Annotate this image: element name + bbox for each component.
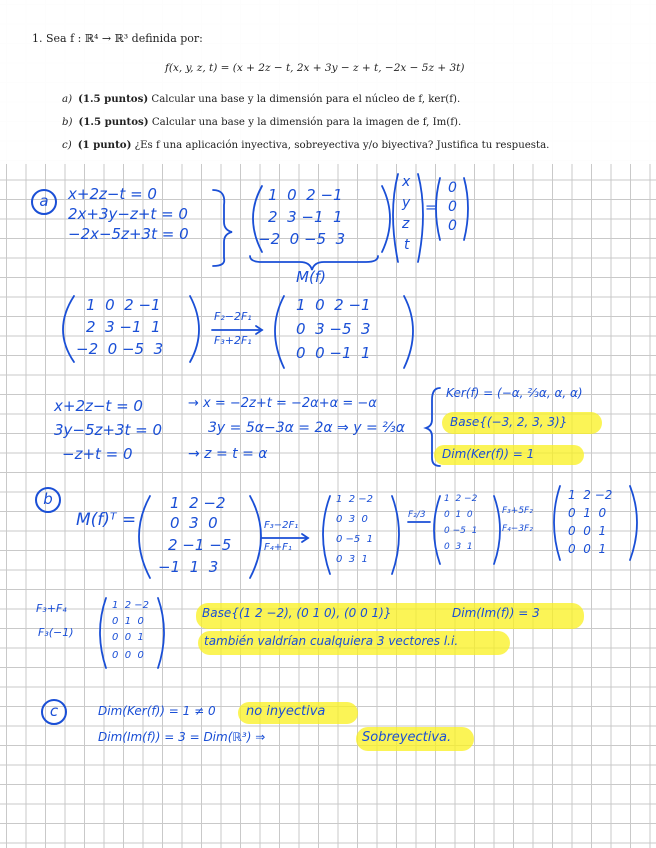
row-op-b2: F₄+F₁ <box>264 542 292 553</box>
no-inyectiva-label: no inyectiva <box>246 704 326 719</box>
system-equations-a: x+2z−t = 0 2x+3y−z+t = 0 −2x−5z+3t = 0 <box>68 185 189 243</box>
surjectivity-line: Dim(Im(f)) = 3 = Dim(ℝ³) ⇒ <box>98 730 266 744</box>
solve-system: x+2z−t = 0 3y−5z+3t = 0 −z+t = 0 <box>54 397 163 463</box>
part-a-circle: a <box>31 189 57 215</box>
row-op-b1: F₃−2F₁ <box>264 520 299 531</box>
solve-z: → z = t = α <box>188 446 268 462</box>
row-op-b6: F₃+F₄ <box>36 602 67 615</box>
sobreyectiva-label: Sobreyectiva. <box>362 730 452 745</box>
solve-x: → x = −2z+t = −2α+α = −α <box>188 396 377 411</box>
row-op-b5: F₄−3F₂ <box>502 524 533 534</box>
part-a-statement: a) (1.5 puntos) Calcular una base y la dimensión para el núcleo de f, ker(f). <box>62 93 461 105</box>
transpose-label: M(f)ᵀ = <box>76 510 137 530</box>
question-header: 1. Sea f : ℝ⁴ → ℝ³ definida por: <box>32 32 203 45</box>
part-b-statement: b) (1.5 puntos) Calcular una base y la dimensión para la imagen de f, Im(f). <box>62 116 462 128</box>
kernel-expression: Ker(f) = (−α, ⅔α, α, α) <box>446 386 583 400</box>
injectivity-line: Dim(Ker(f)) = 1 ≠ 0 <box>98 704 216 718</box>
image-dimension: Dim(Im(f)) = 3 <box>452 606 540 620</box>
image-note: también valdrían cualquiera 3 vectores l.i. <box>204 634 459 648</box>
image-base: Base{(1 2 −2), (0 1 0), (0 0 1)} <box>202 606 392 620</box>
function-definition: f(x, y, z, t) = (x + 2z − t, 2x + 3y − z + t, −2x − 5z + 3t) <box>165 62 465 74</box>
part-c-statement: c) (1 punto) ¿Es f una aplicación inyectiva, sobreyectiva y/o biyectiva? Justifica tu respuesta. <box>62 139 550 151</box>
kernel-base: Base{(−3, 2, 3, 3)} <box>450 415 568 429</box>
matrix-label-mf: M(f) <box>296 268 326 286</box>
row-op-b7: F₃(−1) <box>38 626 74 639</box>
kernel-dimension: Dim(Ker(f)) = 1 <box>442 447 535 461</box>
solve-y: 3y = 5α−3α = 2α ⇒ y = ⅔α <box>208 420 405 436</box>
equals-sign: = <box>425 200 437 216</box>
row-op-1: F₂−2F₁ <box>214 310 252 323</box>
row-op-b4: F₃+5F₂ <box>502 506 533 516</box>
row-op-2: F₃+2F₁ <box>214 334 252 347</box>
part-b-circle: b <box>35 487 61 513</box>
row-op-b3: F₂/3 <box>408 510 426 520</box>
part-c-circle: c <box>41 699 67 725</box>
